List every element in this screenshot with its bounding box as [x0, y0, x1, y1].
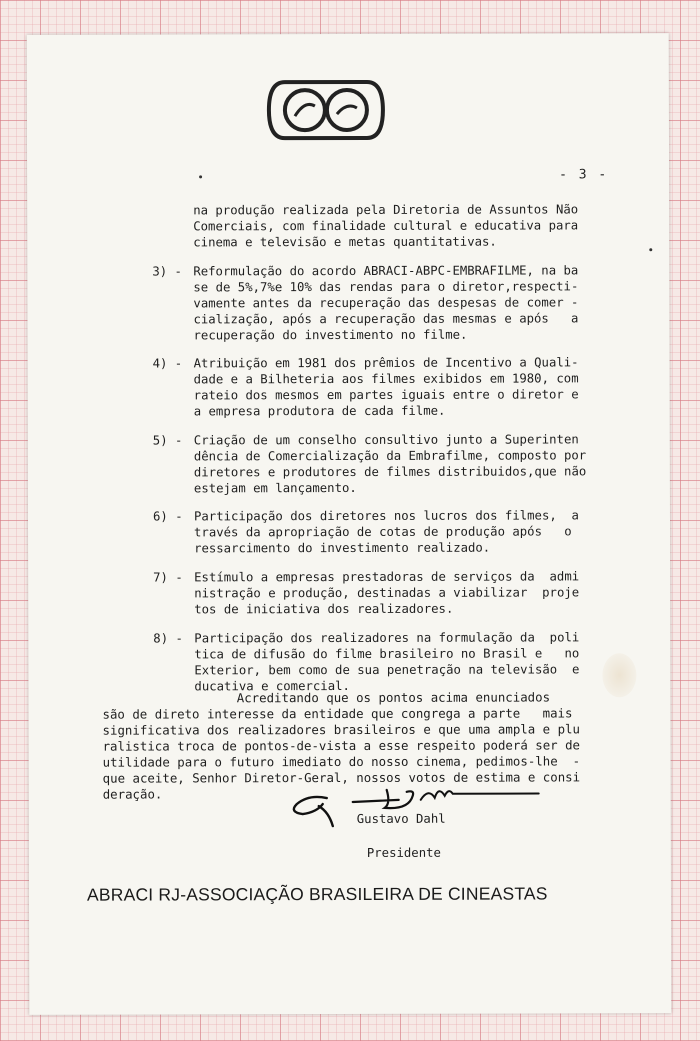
paragraph-line: diretores e produtores de filmes distribuidos,que não: [193, 464, 587, 480]
paragraph-line: estejam em lançamento.: [193, 480, 357, 496]
paragraph-line: Comerciais, com finalidade cultural e educativa para: [193, 218, 579, 234]
closing-line: ralistica troca de pontos-de-vista a esse respeito poderá ser de: [102, 737, 581, 754]
item-number: 3) -: [152, 264, 182, 279]
paragraph-line: Participação dos diretores nos lucros dos filmes, a: [193, 508, 579, 524]
item-number: 7) -: [153, 570, 183, 585]
closing-line: Acreditando que os pontos acima enunciados: [102, 689, 551, 706]
paragraph-line: través da apropriação de cotas de produção após o: [194, 524, 572, 540]
closing-line: que aceite, Senhor Diretor-Geral, nossos votos de estima e consi: [102, 769, 581, 786]
item-number: 8) -: [153, 631, 183, 646]
margin-mark: [649, 248, 652, 251]
abraci-logo-icon: [265, 76, 387, 144]
handwritten-signature: [289, 785, 549, 836]
punch-dot: [199, 175, 202, 178]
paragraph-line: dência de Comercialização da Embrafilme, composto por: [193, 448, 587, 464]
closing-line: deração.: [102, 786, 163, 802]
paragraph-line: a empresa produtora de cada filme.: [193, 403, 446, 419]
paragraph-line: ressarcimento do investimento realizado.: [194, 540, 491, 556]
paragraph-line: cinema e televisão e metas quantitativas.: [193, 234, 497, 250]
organization-letterhead: ABRACI RJ-ASSOCIAÇÃO BRASILEIRA DE CINEASTAS: [86, 883, 548, 905]
paragraph-line: se de 5%,7%e 10% das rendas para o diretor,respecti-: [193, 279, 579, 295]
item-number: 5) -: [152, 433, 183, 448]
paragraph-line: vamente antes da recuperação das despesas de comer -: [193, 295, 579, 311]
closing-line: são de direto interesse da entidade que congrega a parte mais: [102, 705, 573, 722]
paragraph-line: Atribuição em 1981 dos prêmios de Incentivo a Quali-: [193, 355, 579, 371]
paragraph-line: cialização, após a recuperação das mesmas e após a: [193, 311, 579, 327]
paragraph-line: ducativa e comercial.: [194, 678, 350, 694]
paragraph-line: Exterior, bem como de sua penetração na televisão e: [194, 662, 580, 678]
paragraph-line: tos de iniciativa dos realizadores.: [194, 601, 454, 617]
closing-line: utilidade para o futuro imediato do nosso cinema, pedimos-lhe -: [102, 753, 581, 770]
item-number: 4) -: [152, 356, 183, 371]
closing-line: significativa dos realizadores brasileiros e que uma ampla e plu: [102, 721, 580, 738]
paragraph-line: Participação dos realizadores na formulação da poli: [194, 630, 580, 646]
signatory-title: Presidente: [366, 845, 441, 860]
paragraph-line: rateio dos mesmos em partes iguais entre o diretor e: [193, 387, 579, 403]
paragraph-line: Criação de um conselho consultivo junto a Superinten: [193, 432, 579, 448]
paragraph-line: na produção realizada pela Diretoria de Assuntos Não: [193, 202, 579, 218]
paragraph-line: recuperação do investimento no filme.: [193, 327, 468, 343]
paragraph-line: tica de difusão do filme brasileiro no Brasil e no: [194, 646, 580, 662]
paragraph-line: Reformulação do acordo ABRACI-ABPC-EMBRAFILME, na ba: [193, 263, 579, 279]
paragraph-line: Estímulo a empresas prestadoras de serviços da admi: [194, 569, 580, 585]
signatory-name: Gustavo Dahl: [356, 811, 446, 826]
item-number: 6) -: [152, 509, 183, 524]
paper-stain: [602, 653, 636, 697]
page-number: - 3 -: [559, 167, 609, 183]
document-page: [27, 33, 672, 1015]
paragraph-line: dade e a Bilheteria aos filmes exibidos em 1980, com: [193, 371, 579, 387]
paragraph-line: nistração e produção, destinadas a viabilizar proje: [194, 585, 580, 601]
